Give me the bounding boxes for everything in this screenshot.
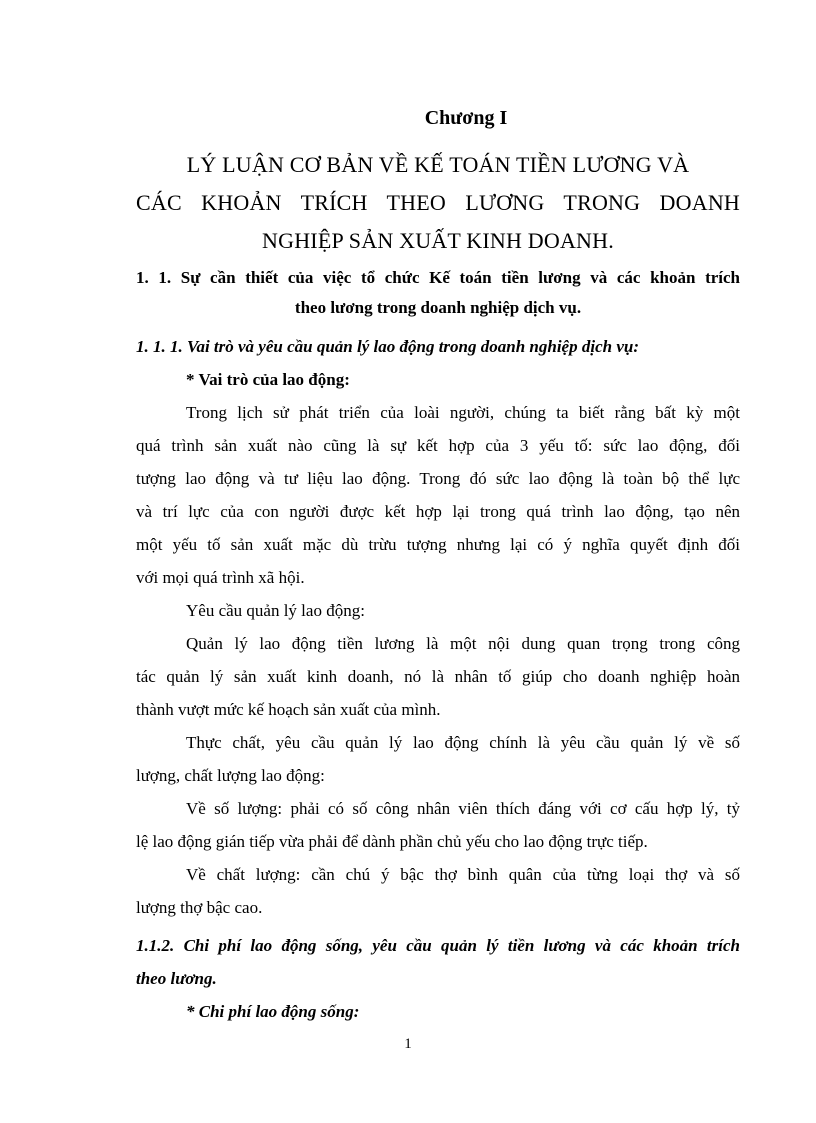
main-title-line: CÁC KHOẢN TRÍCH THEO LƯƠNG TRONG DOANH [136, 190, 740, 215]
paragraph-line: thành vượt mức kế hoạch sản xuất của mình. [136, 700, 441, 719]
paragraph-line: Trong lịch sử phát triển của loài người, chúng ta biết rằng bất kỳ một [186, 403, 740, 422]
chapter-title: Chương I [424, 107, 508, 129]
vai-tro-subheading: * Vai trò của lao động: [186, 370, 350, 389]
paragraph-line: với mọi quá trình xã hội. [136, 568, 305, 587]
paragraph-line: Về số lượng: phải có số công nhân viên thích đáng với cơ cấu hợp lý, tỷ [186, 799, 740, 818]
section-1-1-2-heading [136, 929, 740, 995]
section-1-1-2-heading-line: 1.1.2. Chi phí lao động sống, yêu cầu quản lý tiền lương và các khoản trích [136, 936, 740, 955]
paragraph-line: Thực chất, yêu cầu quản lý lao động chính là yêu cầu quản lý về số [186, 733, 740, 752]
paragraph-line: tác quản lý sản xuất kinh doanh, nó là nhân tố giúp cho doanh nghiệp hoàn [136, 667, 740, 686]
section-1-1-heading-line: 1. 1. Sự cần thiết của việc tổ chức Kế toán tiền lương và các khoản trích [136, 268, 740, 287]
section-1-1-2-heading-line: theo lương. [136, 969, 217, 988]
paragraph-line: tượng lao động và tư liệu lao động. Trong đó sức lao động là toàn bộ thể lực [136, 469, 740, 488]
section-1-1-1-heading: 1. 1. 1. Vai trò và yêu cầu quản lý lao động trong doanh nghiệp dịch vụ: [136, 337, 639, 356]
section-1-1-heading [136, 263, 740, 323]
paragraph-line: Về chất lượng: cần chú ý bậc thợ bình quân của từng loại thợ và số [186, 865, 740, 884]
paragraph-thuc-chat [136, 726, 740, 792]
yeu-cau-line: Yêu cầu quản lý lao động: [186, 601, 365, 620]
paragraph-line: lệ lao động gián tiếp vừa phải để dành phần chủ yếu cho lao động trực tiếp. [136, 832, 648, 851]
paragraph-so-luong [136, 792, 740, 858]
main-title [136, 146, 740, 260]
paragraph-line: lượng thợ bậc cao. [136, 898, 263, 917]
paragraph-quan-ly [136, 627, 740, 726]
page-number: 1 [404, 1036, 412, 1052]
paragraph-line: và trí lực của con người được kết hợp lại trong quá trình lao động, tạo nên [136, 502, 740, 521]
section-1-1-heading-line: theo lương trong doanh nghiệp dịch vụ. [294, 298, 582, 317]
main-title-line: NGHIỆP SẢN XUẤT KINH DOANH. [262, 228, 614, 253]
chi-phi-subheading: * Chi phí lao động sống: [186, 1002, 360, 1021]
paragraph-line: Quản lý lao động tiền lương là một nội dung quan trọng trong công [186, 634, 740, 653]
paragraph-line: một yếu tố sản xuất mặc dù trừu tượng nhưng lại có ý nghĩa quyết định đối [136, 535, 740, 554]
main-title-line: LÝ LUẬN CƠ BẢN VỀ KẾ TOÁN TIỀN LƯƠNG VÀ [186, 152, 690, 177]
paragraph-chat-luong [136, 858, 740, 924]
paragraph-vai-tro [136, 396, 740, 594]
paragraph-line: quá trình sản xuất nào cũng là sự kết hợp của 3 yếu tố: sức lao động, đối [136, 436, 740, 455]
paragraph-line: lượng, chất lượng lao động: [136, 766, 325, 785]
